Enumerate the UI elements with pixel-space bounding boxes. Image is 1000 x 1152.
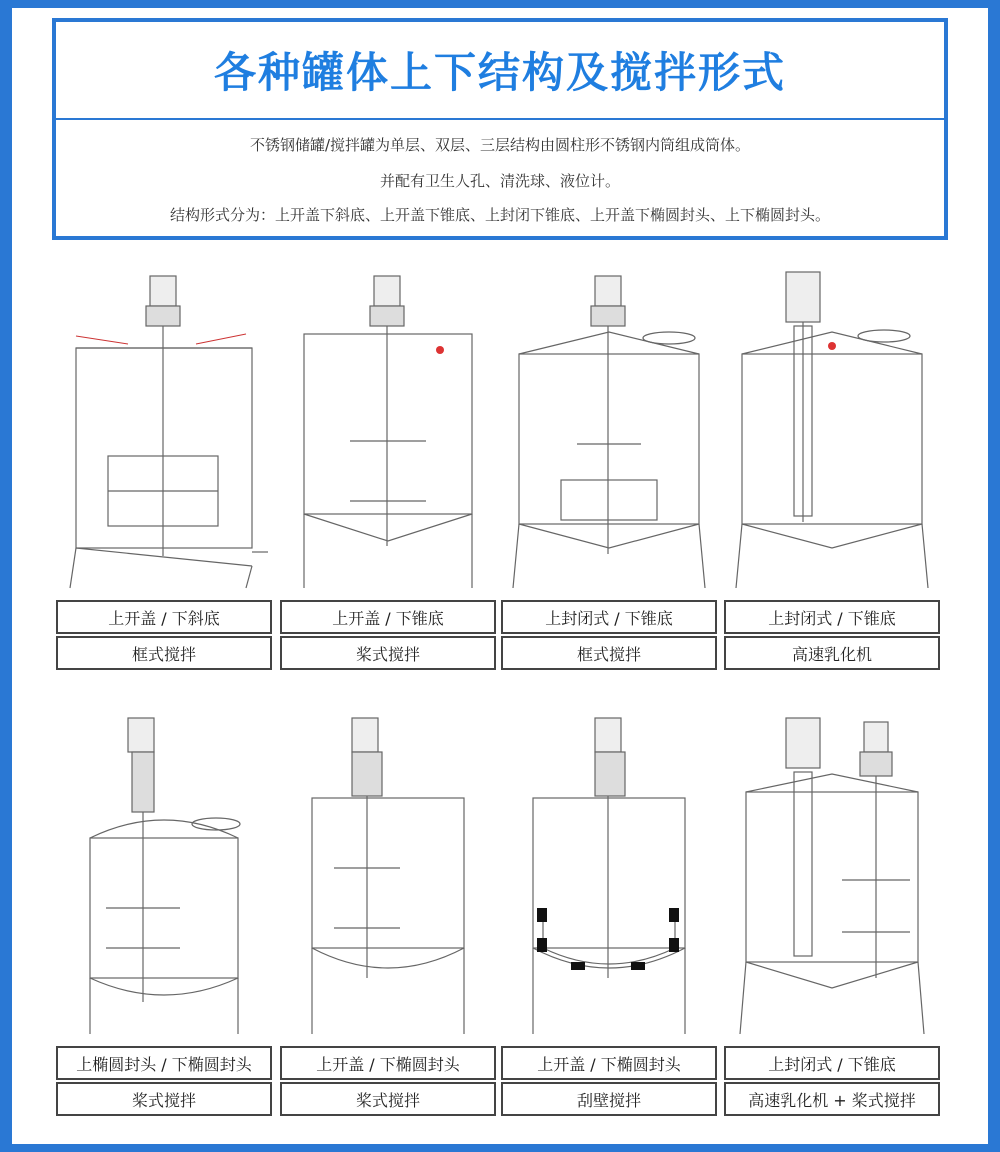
tank-card-5: [56, 712, 272, 1110]
structure-label-6: 上开盖 / 下椭圆封头: [280, 1046, 496, 1080]
tank-card-8: [724, 712, 940, 1110]
description-line-2: 并配有卫生人孔、清洗球、液位计。: [379, 172, 620, 190]
tank-diagram-emulsifier-paddle: [724, 712, 940, 1044]
description-line-3: 结构形式分为：上开盖下斜底、上开盖下锥底、上封闭下锥底、上开盖下椭圆封头、上下椭圆封头。: [169, 206, 830, 224]
header-box: [52, 18, 948, 240]
mixing-label-3: 框式搅拌: [501, 636, 717, 670]
tank-diagram-scraper: [501, 712, 717, 1044]
mixing-label-8: 高速乳化机 + 桨式搅拌: [724, 1082, 940, 1116]
tank-card-4: [724, 266, 940, 664]
page-title: 各种罐体上下结构及搅拌形式: [56, 22, 944, 120]
tank-diagram-open-top-sloped-bottom: [56, 266, 272, 598]
structure-label-2: 上开盖 / 下锥底: [280, 600, 496, 634]
tank-diagram-elliptical-heads: [56, 712, 272, 1044]
structure-label-1: 上开盖 / 下斜底: [56, 600, 272, 634]
tank-card-1: [56, 266, 272, 664]
description-line-1: 不锈钢储罐/搅拌罐为单层、双层、三层结构由圆柱形不锈钢内筒组成筒体。: [249, 136, 751, 154]
structure-label-5: 上椭圆封头 / 下椭圆封头: [56, 1046, 272, 1080]
tank-card-6: [280, 712, 496, 1110]
tank-diagram-open-top-cone-bottom: [280, 266, 496, 598]
tank-diagram-open-top-elliptical-bottom: [280, 712, 496, 1044]
structure-label-7: 上开盖 / 下椭圆封头: [501, 1046, 717, 1080]
tank-diagram-emulsifier: [724, 266, 940, 598]
mixing-label-7: 刮壁搅拌: [501, 1082, 717, 1116]
mixing-label-1: 框式搅拌: [56, 636, 272, 670]
tank-card-7: [501, 712, 717, 1110]
tank-diagram-closed-top-cone-bottom: [501, 266, 717, 598]
mixing-label-4: 高速乳化机: [724, 636, 940, 670]
tank-card-2: [280, 266, 496, 664]
mixing-label-5: 桨式搅拌: [56, 1082, 272, 1116]
structure-label-4: 上封闭式 / 下锥底: [724, 600, 940, 634]
mixing-label-2: 桨式搅拌: [280, 636, 496, 670]
structure-label-8: 上封闭式 / 下锥底: [724, 1046, 940, 1080]
mixing-label-6: 桨式搅拌: [280, 1082, 496, 1116]
structure-label-3: 上封闭式 / 下锥底: [501, 600, 717, 634]
tank-card-3: [501, 266, 717, 664]
